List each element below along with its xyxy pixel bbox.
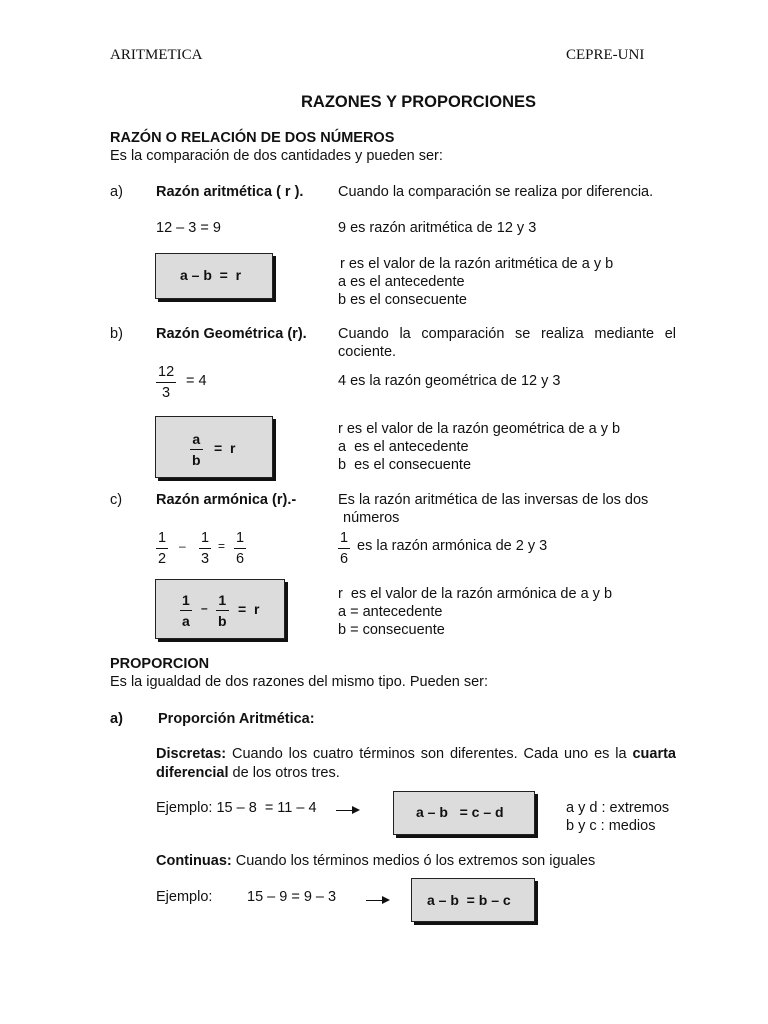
numerator: 1 [158,530,167,546]
formula-aritmetica: a – b = r [180,267,242,283]
example-fraction-1-2 [156,529,168,568]
header-left: ARITMETICA [110,47,203,63]
discretas-example: Ejemplo: 15 – 8 = 11 – 4 [156,800,317,816]
note-line: b es el consecuente [338,457,472,473]
fraction-bar [156,548,168,549]
numerator: a [192,431,201,447]
arrow-right-icon [366,900,388,901]
notes-armonica [338,585,612,639]
minus-sign: – [179,539,186,553]
formula-discretas: a – b = c – d [416,804,504,820]
fraction-bar [338,548,350,549]
formula-rhs: = r [238,601,260,617]
numerator: 1 [236,530,245,546]
formula-rhs: = r [214,440,236,456]
razon-geometrica-desc-line2: cociente. [338,344,397,360]
note-line: b = consecuente [338,622,445,638]
numerator: 1 [201,530,210,546]
fraction-bar [199,548,211,549]
razon-armonica-desc-line2: números [343,510,400,526]
cuarta-diferencial: cuarta diferencial [156,746,676,781]
discretas-label: Discretas: [156,746,227,762]
razon-aritmetica-name: Razón aritmética ( r ). [156,184,304,200]
continuas-example-label: Ejemplo: [156,889,213,905]
fraction-bar [180,610,192,611]
header-right: CEPRE-UNI [566,47,645,63]
discretas-text-end: de los otros tres. [228,765,340,781]
example-fraction-12-3 [156,363,176,402]
formula-box-discretas [393,791,535,835]
item-marker-a: a) [110,184,123,200]
note-line: a es el antecedente [338,274,465,290]
numerator: 1 [340,530,349,546]
numerator: 12 [158,364,175,380]
note-line: r es el valor de la razón aritmética de a y b [340,256,614,272]
razon-geometrica-name: Razón Geométrica (r). [156,326,307,342]
note-line: b es el consecuente [338,292,467,308]
razon-armonica-name: Razón armónica (r).- [156,492,297,508]
razon-geometrica-example-desc: 4 es la razón geométrica de 12 y 3 [338,373,561,389]
denominator: 6 [340,551,349,567]
continuas-label: Continuas: [156,853,232,869]
section-heading-razon: RAZÓN O RELACIÓN DE DOS NÚMEROS [110,130,395,146]
numerator: 1 [218,592,227,608]
section-heading-proporcion: PROPORCION [110,656,210,672]
fraction-bar [190,449,203,450]
denominator: 6 [236,551,245,567]
denominator: 3 [162,385,171,401]
continuas-paragraph [156,853,595,869]
equals-sign: = [218,539,226,553]
notes-discretas [566,799,669,835]
continuas-text: Cuando los términos medios ó los extremos son iguales [231,853,596,869]
discretas-text: Cuando los cuatro términos son diferentes. Cada uno es la [226,746,627,762]
denominator: b [192,452,201,468]
item-marker-b: b) [110,326,123,342]
fraction-bar [156,382,176,383]
formula-fraction-a-b [190,430,203,469]
notes-geometrica [338,420,620,474]
result-fraction-1-6 [338,529,350,568]
denominator: b [218,613,227,629]
page-title: RAZONES Y PROPORCIONES [301,93,537,111]
denominator: 3 [201,551,210,567]
razon-aritmetica-desc: Cuando la comparación se realiza por diferencia. [338,184,654,200]
section-intro-proporcion: Es la igualdad de dos razones del mismo tipo. Pueden ser: [110,674,489,690]
fraction-bar [216,610,229,611]
formula-fraction-1-a [180,591,192,630]
discretas-paragraph [156,745,676,783]
arrow-right-icon [336,810,358,811]
denominator: 2 [158,551,167,567]
item-marker-c: c) [110,492,123,508]
note-line: a = antecedente [338,604,443,620]
razon-geometrica-desc-line1: Cuando la comparación se realiza mediante el [338,326,676,342]
note-line: a es el antecedente [338,439,469,455]
numerator: 1 [182,592,190,608]
formula-box-geometrica [155,416,273,478]
formula-fraction-1-b [216,591,229,630]
fraction-bar [234,548,246,549]
note-line: a y d : extremos [566,800,670,816]
note-line: r es el valor de la razón geométrica de a y b [338,421,621,437]
razon-armonica-desc-line1: Es la razón aritmética de las inversas de los dos [338,492,649,508]
section-intro-razon: Es la comparación de dos cantidades y pueden ser: [110,148,443,164]
formula-box-aritmetica [155,253,273,299]
formula-minus: – [201,601,208,615]
note-line: r es el valor de la razón armónica de a y b [338,586,613,602]
razon-aritmetica-example-desc: 9 es razón aritmética de 12 y 3 [338,220,537,236]
formula-continuas: a – b = b – c [427,892,511,908]
razon-armonica-example-desc: es la razón armónica de 2 y 3 [357,538,548,554]
example-fraction-1-6 [234,529,246,568]
proporcion-aritmetica-name: Proporción Aritmética: [158,711,315,727]
proporcion-marker-a: a) [110,711,123,727]
note-line: b y c : medios [566,818,656,834]
example-result: = 4 [186,373,207,389]
continuas-example: 15 – 9 = 9 – 3 [247,889,337,905]
formula-box-armonica [155,579,285,639]
razon-aritmetica-example: 12 – 3 = 9 [156,220,221,236]
formula-box-continuas [411,878,535,922]
example-fraction-1-3 [199,529,211,568]
denominator: a [182,613,190,629]
notes-aritmetica [338,255,613,309]
